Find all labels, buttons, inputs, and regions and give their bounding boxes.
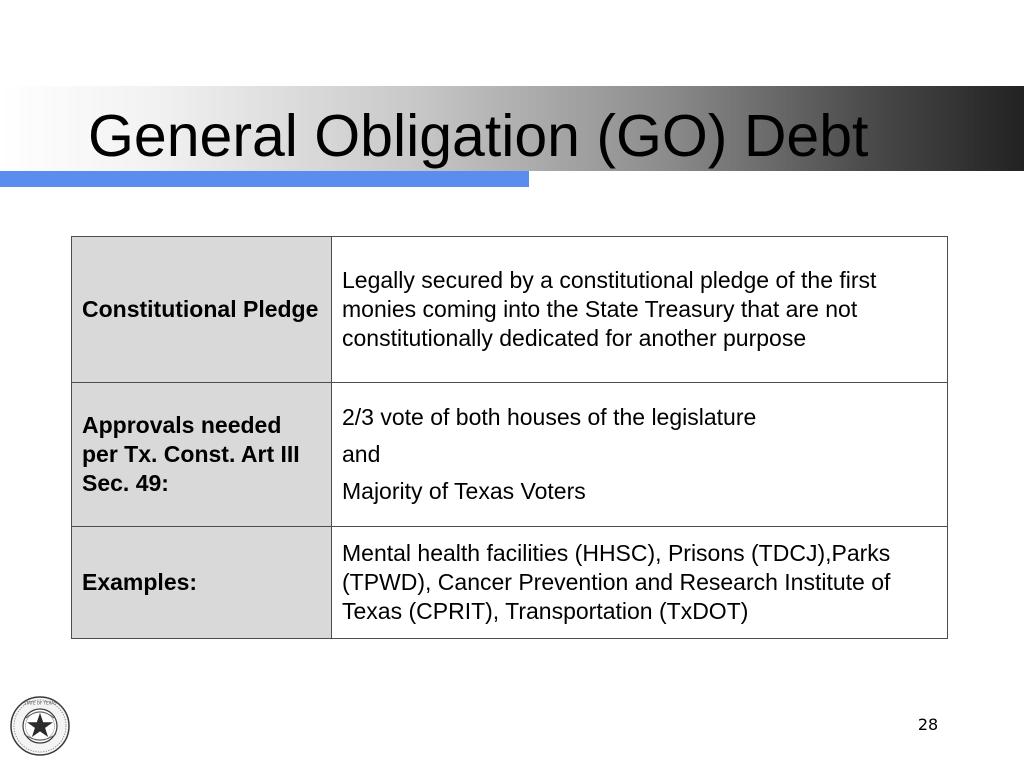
row-value-approvals	[332, 383, 948, 527]
title-accent-bar	[0, 171, 529, 187]
row-label-examples: Examples:	[72, 527, 332, 639]
table-row	[72, 527, 948, 639]
seal-lettering	[23, 701, 57, 706]
pledge-description: Legally secured by a constitutional pledge of the first monies coming into the State Treasury that are not constitutionally dedicated for another purpose	[342, 267, 877, 351]
examples-list: Mental health facilities (HHSC), Prisons (TDCJ),Parks (TPWD), Cancer Prevention and Research Institute of Texas (CPRIT), Transportation (TxDOT)	[342, 540, 891, 624]
row-value-constitutional-pledge	[332, 237, 948, 383]
approval-voters: Majority of Texas Voters	[342, 478, 586, 504]
approval-legislature: 2/3 vote of both houses of the legislature	[342, 404, 757, 430]
slide-title: General Obligation (GO) Debt	[88, 103, 869, 169]
approval-conjunction: and	[342, 441, 381, 467]
row-value-examples	[332, 527, 948, 639]
texas-state-seal-icon	[10, 696, 70, 756]
table-row	[72, 383, 948, 527]
row-label-approvals: Approvals needed per Tx. Const. Art III Sec. 49:	[72, 383, 332, 527]
row-label-constitutional-pledge: Constitutional Pledge	[72, 237, 332, 383]
table-row	[72, 237, 948, 383]
page-number: 28	[917, 715, 939, 734]
go-debt-table	[71, 236, 948, 639]
svg-text:STATE OF TEXAS: STATE OF TEXAS	[23, 700, 57, 706]
